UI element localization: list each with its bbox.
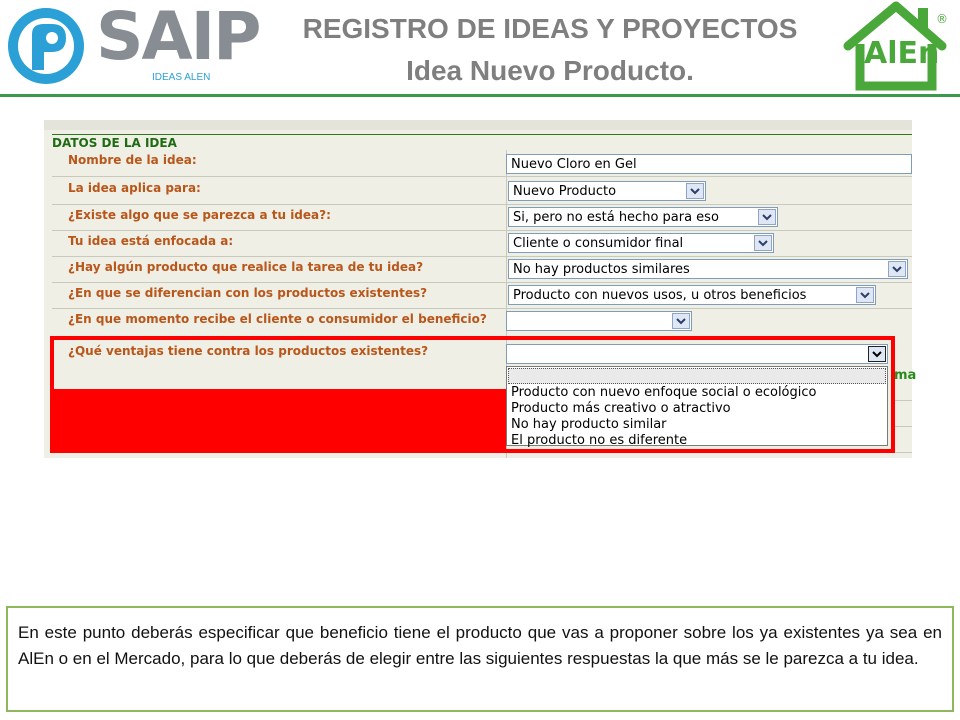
applies-to-value: Nuevo Producto: [513, 184, 617, 199]
form-top-bar: [44, 120, 912, 130]
idea-name-value: Nuevo Cloro en Gel: [511, 157, 637, 172]
header-divider: [0, 94, 960, 97]
chevron-down-icon[interactable]: [758, 209, 776, 225]
highlight-box: [50, 336, 895, 453]
row-divider: [52, 176, 912, 177]
saip-logo-subtitle: IDEAS ALEN: [152, 72, 211, 83]
row-divider: [52, 204, 912, 205]
saip-logo-word: SAIP: [96, 0, 260, 75]
similar-exists-select[interactable]: [508, 207, 778, 227]
chevron-down-icon[interactable]: [754, 235, 772, 251]
row-divider: [52, 282, 912, 283]
focus-value: Cliente o consumidor final: [513, 236, 684, 251]
chevron-down-icon[interactable]: [686, 183, 704, 199]
similar-exists-value: Si, pero no está hecho para eso: [513, 210, 719, 225]
label-advantages: ¿Qué ventajas tiene contra los productos existentes?: [68, 344, 429, 358]
dropdown-option[interactable]: No hay producto similar: [511, 417, 667, 432]
row-divider: [52, 230, 912, 231]
section-title: DATOS DE LA IDEA: [52, 136, 177, 150]
dropdown-option[interactable]: El producto no es diferente: [511, 433, 688, 448]
row-divider: [52, 256, 912, 257]
alen-logo: [840, 0, 950, 92]
similar-product-select[interactable]: [508, 259, 908, 279]
label-difference: ¿En que se diferencian con los productos existentes?: [68, 286, 428, 300]
section-divider: [52, 134, 912, 135]
row-divider: [894, 426, 912, 427]
label-idea-name: Nombre de la idea:: [68, 153, 197, 167]
difference-select[interactable]: [508, 285, 876, 305]
label-similar-exists: ¿Existe algo que se parezca a tu idea?:: [68, 208, 331, 222]
truncated-field-text: ma: [894, 368, 917, 383]
focus-select[interactable]: [508, 233, 774, 253]
row-divider: [894, 400, 912, 401]
similar-product-value: No hay productos similares: [513, 262, 690, 277]
label-applies-to: La idea aplica para:: [68, 181, 201, 195]
saip-logo-icon: [6, 6, 90, 90]
dropdown-option[interactable]: Producto con nuevo enfoque social o ecológico: [511, 385, 817, 400]
saip-logo: [6, 0, 260, 88]
label-benefit-moment: ¿En que momento recibe el cliente o consumidor el beneficio?: [68, 312, 487, 326]
dropdown-option[interactable]: Producto más creativo o atractivo: [511, 401, 731, 416]
page-title: REGISTRO DE IDEAS Y PROYECTOS: [302, 13, 798, 44]
idea-name-input[interactable]: [506, 154, 912, 174]
label-similar-product: ¿Hay algún producto que realice la tarea de tu idea?: [68, 260, 424, 274]
chevron-down-icon[interactable]: [672, 313, 690, 329]
applies-to-select[interactable]: [508, 181, 706, 201]
label-focus: Tu idea está enfocada a:: [68, 234, 234, 248]
alen-logo-word: AlEn: [864, 36, 940, 71]
chevron-down-icon[interactable]: [856, 287, 874, 303]
difference-value: Producto con nuevos usos, u otros beneficios: [513, 288, 807, 303]
chevron-down-icon[interactable]: [888, 261, 906, 277]
row-divider: [52, 308, 912, 309]
page-subtitle: Idea Nuevo Producto.: [406, 55, 694, 86]
registered-mark: ®: [936, 12, 948, 26]
explanation-text: En este punto deberás especificar que beneficio tiene el producto que vas a proponer sobre los ya existentes ya sea en AlEn o en el Mercado, para lo que deberás de elegir entre las siguientes respuestas la que más se le parezca a tu idea.: [6, 606, 954, 712]
benefit-moment-select[interactable]: [506, 311, 692, 331]
